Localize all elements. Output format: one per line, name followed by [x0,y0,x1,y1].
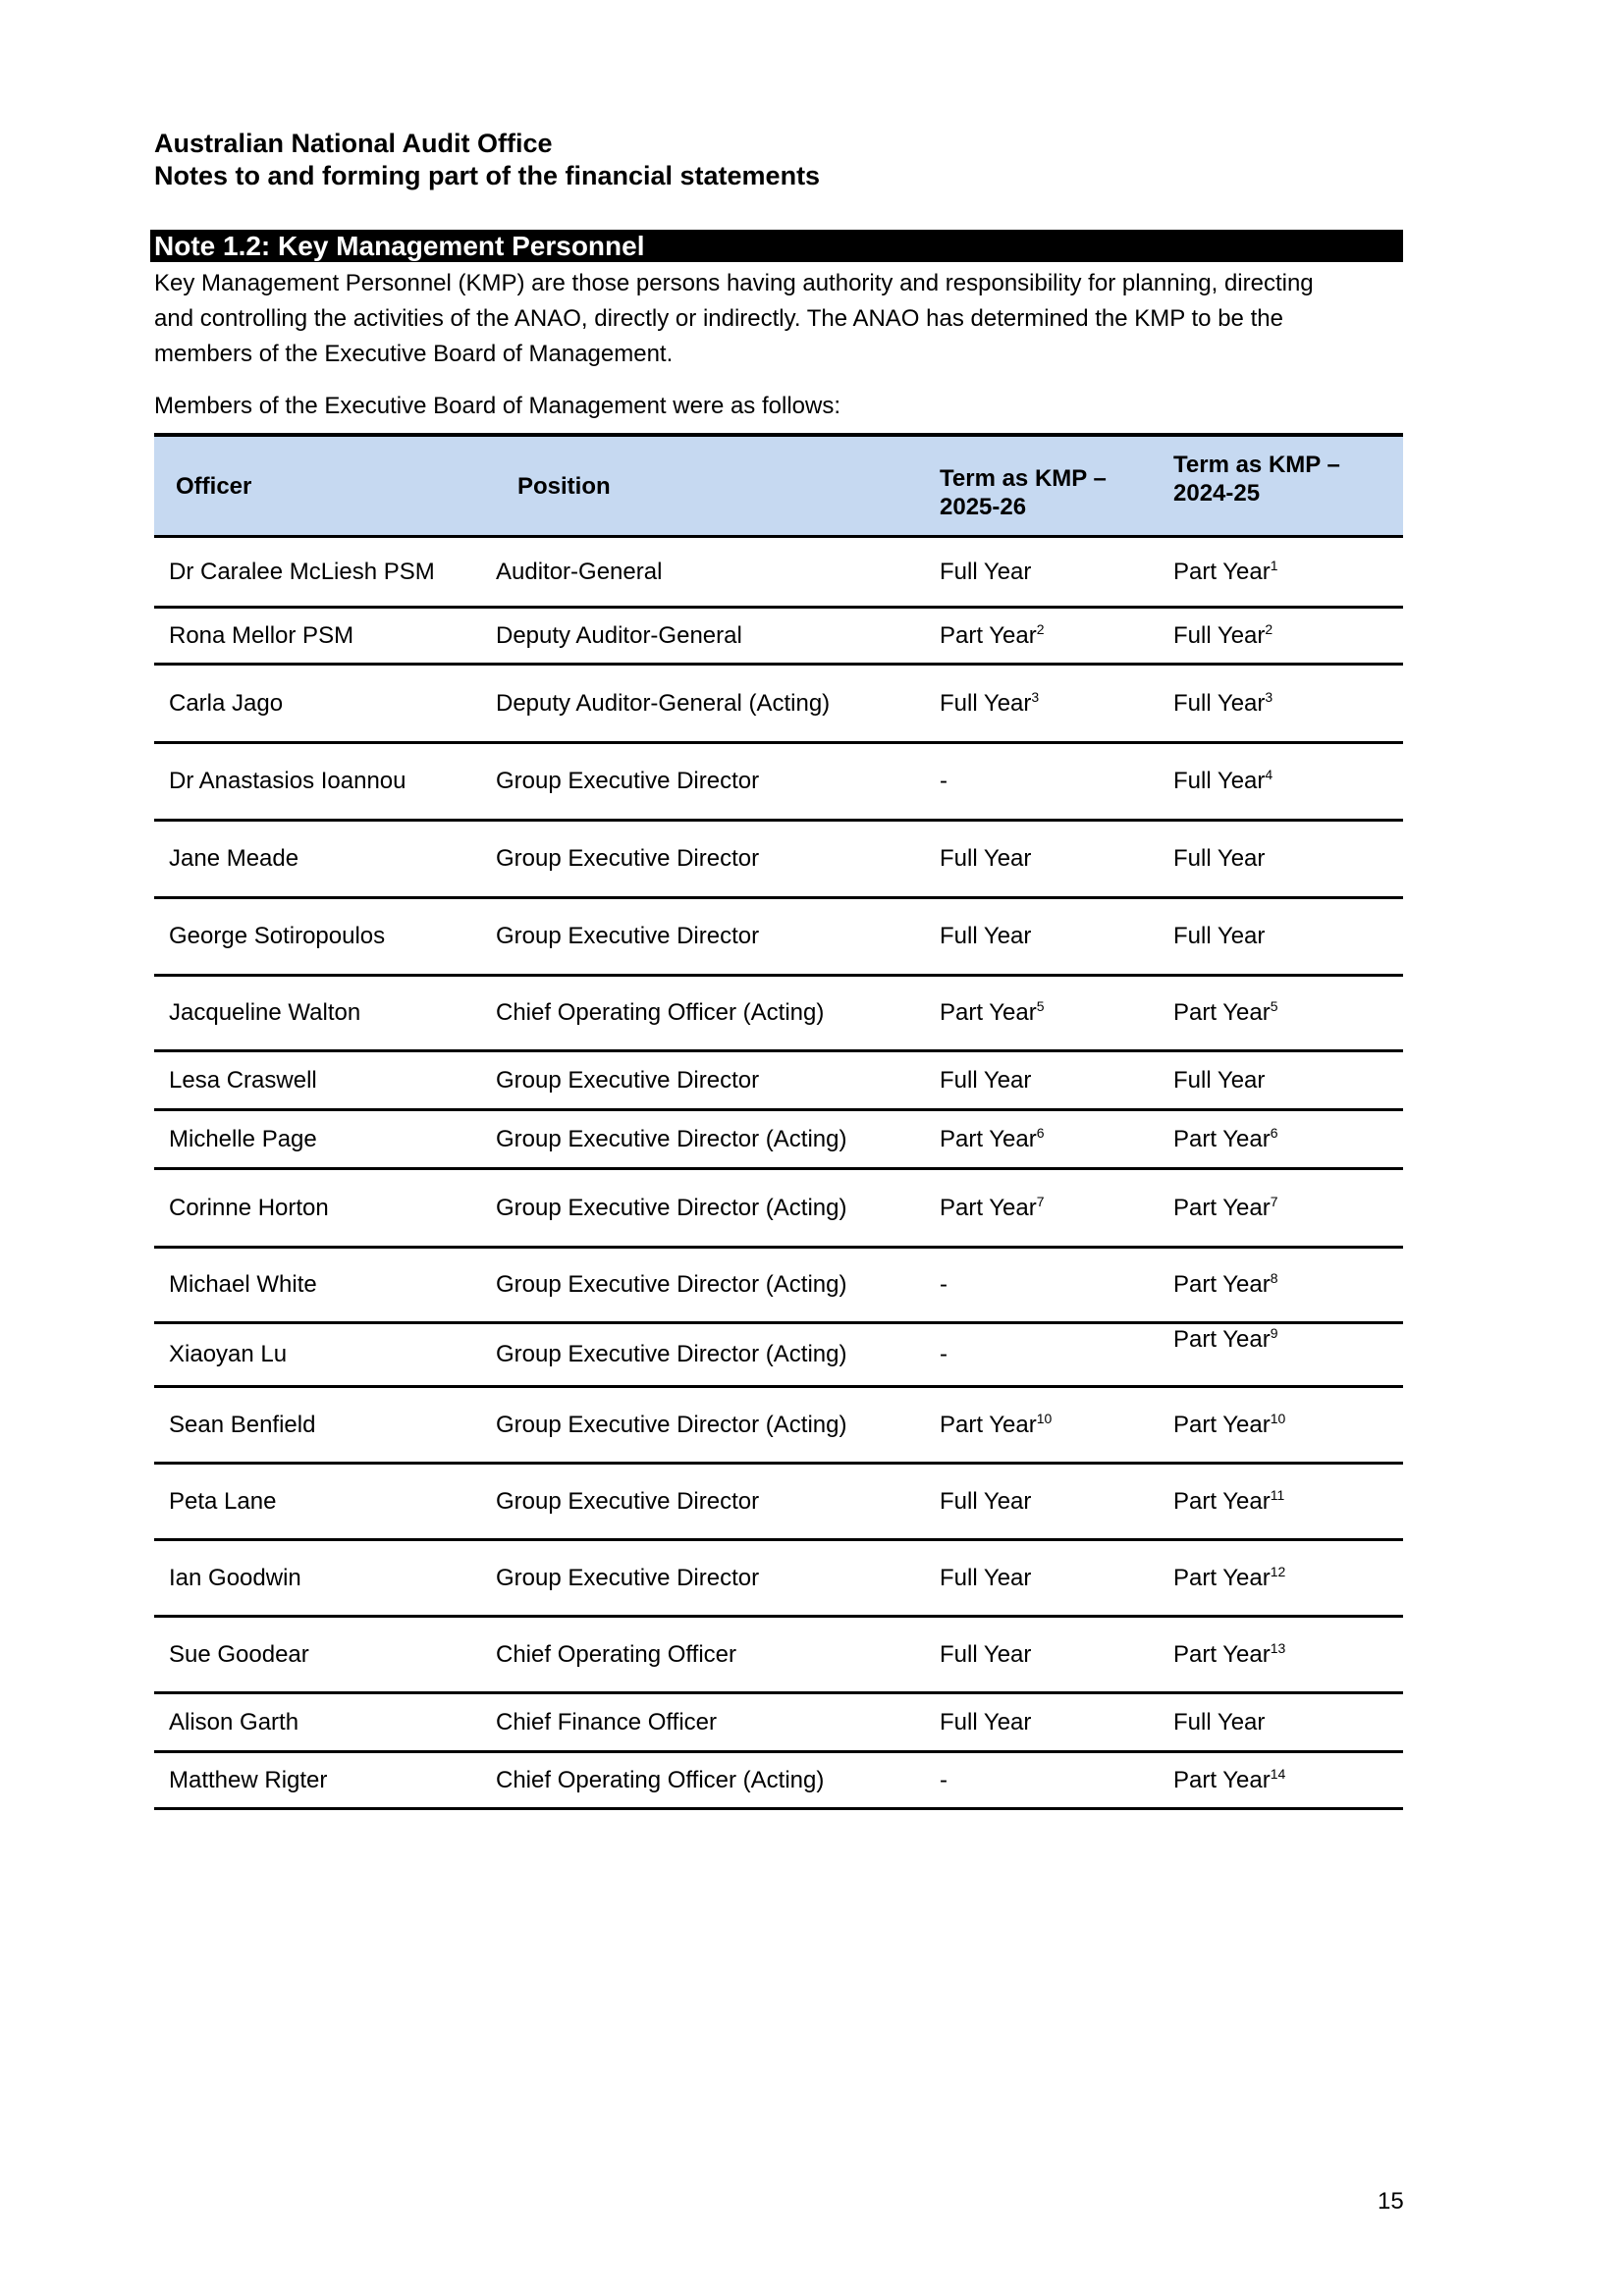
position-cell-text: Chief Operating Officer [496,1640,737,1668]
term-2024-25-cell [1173,1752,1403,1809]
officer-cell [154,1110,496,1169]
footnote-marker: 14 [1270,1765,1286,1782]
footnote-marker: 6 [1270,1124,1278,1141]
footnote-marker: 1 [1270,557,1278,573]
header-term-line: Term as KMP – [940,465,1107,492]
term-2024-25-cell-text: Part Year [1173,1487,1271,1515]
footnote-marker: 8 [1270,1270,1278,1286]
term-2024-25-cell [1173,665,1403,743]
officer-cell [154,1323,496,1387]
table-row [154,898,1403,976]
position-cell [496,1169,940,1248]
position-cell-text: Group Executive Director [496,1564,760,1591]
term-2025-26-cell [940,1464,1173,1540]
officer-cell-text: Jane Meade [169,845,299,872]
position-cell-text: Group Executive Director [496,1066,760,1094]
term-2025-26-cell-text: Part Year [940,1125,1037,1152]
officer-cell [154,743,496,821]
footnote-marker: 2 [1036,620,1045,637]
term-2025-26-cell-text: Full Year [940,1708,1032,1735]
officer-cell [154,1248,496,1323]
term-2024-25-cell-text: Part Year [1173,1326,1271,1353]
term-2024-25-cell-text: Part Year [1173,1194,1271,1221]
term-2025-26-cell-text: Full Year [940,923,1032,949]
term-2025-26-cell [940,1693,1173,1752]
officer-cell [154,1169,496,1248]
term-2024-25-cell [1173,1617,1403,1693]
term-2024-25-cell [1173,1693,1403,1752]
term-2024-25-cell [1173,821,1403,898]
table-row [154,608,1403,665]
footnote-marker: 5 [1270,998,1278,1014]
footnote-marker: 12 [1270,1563,1286,1579]
position-cell [496,743,940,821]
term-2025-26-cell [940,898,1173,976]
officer-cell [154,898,496,976]
term-2025-26-cell [940,1617,1173,1693]
position-cell [496,1617,940,1693]
footnote-marker: 10 [1270,1410,1286,1426]
footnote-marker: 4 [1265,767,1273,782]
position-cell [496,1323,940,1387]
officer-cell [154,608,496,665]
term-2024-25-cell-text: Full Year [1173,923,1266,949]
term-2024-25-cell-text: Full Year [1173,1066,1266,1094]
officer-cell [154,1752,496,1809]
term-2025-26-cell-text: Full Year [940,558,1032,585]
term-2025-26-cell-text: - [940,1341,947,1367]
intro-paragraph [154,266,1403,372]
term-2024-25-cell [1173,743,1403,821]
officer-cell [154,1464,496,1540]
term-2025-26-cell [940,608,1173,665]
term-2024-25-cell-text: Part Year [1173,1125,1271,1152]
term-2024-25-cell [1173,1387,1403,1464]
position-cell [496,1464,940,1540]
term-2025-26-cell-text: Part Year [940,1194,1037,1221]
table-row [154,1110,1403,1169]
term-2024-25-cell-text: Part Year [1173,1564,1271,1591]
table-row [154,1248,1403,1323]
term-2025-26-cell-text: - [940,1271,947,1298]
term-2024-25-cell [1173,1169,1403,1248]
term-2024-25-cell-text: Part Year [1173,1411,1271,1438]
term-2024-25-cell [1173,608,1403,665]
table-row [154,1169,1403,1248]
term-2025-26-cell [940,1110,1173,1169]
term-2024-25-cell [1173,1540,1403,1617]
table-header-row [154,435,1403,537]
term-2025-26-cell-text: Full Year [940,1066,1032,1094]
term-2024-25-cell [1173,537,1403,608]
officer-cell-text: Xiaoyan Lu [169,1341,288,1367]
term-2024-25-cell [1173,1110,1403,1169]
document-page [154,128,1403,1810]
intro-line: Key Management Personnel (KMP) are those persons having authority and responsibility for planning, directing [154,270,1314,296]
table-row [154,743,1403,821]
term-2025-26-cell [940,1169,1173,1248]
footnote-marker: 6 [1036,1124,1045,1141]
officer-cell-text: Alison Garth [169,1708,299,1735]
position-cell-text: Group Executive Director [496,845,760,872]
position-cell [496,1693,940,1752]
term-2025-26-cell [940,1540,1173,1617]
term-2025-26-cell-text: Part Year [940,999,1037,1026]
officer-cell-text: George Sotiropoulos [169,923,386,949]
position-cell [496,1248,940,1323]
footnote-marker: 9 [1270,1325,1278,1341]
table-row [154,821,1403,898]
term-2025-26-cell [940,1323,1173,1387]
position-cell [496,1110,940,1169]
term-2024-25-cell [1173,898,1403,976]
footnote-marker: 2 [1265,620,1273,637]
position-cell [496,976,940,1051]
term-2024-25-cell [1173,1464,1403,1540]
position-cell-text: Group Executive Director (Acting) [496,1341,847,1367]
footnote-marker: 3 [1265,688,1273,705]
position-cell-text: Chief Operating Officer (Acting) [496,1766,825,1793]
kmp-table [154,433,1403,1810]
header-term-2025-26 [940,435,1173,537]
officer-cell-text: Jacqueline Walton [169,999,361,1026]
officer-cell [154,1617,496,1693]
officer-cell [154,665,496,743]
note-heading: Note 1.2: Key Management Personnel [150,230,1403,262]
officer-cell [154,976,496,1051]
position-cell-text: Chief Operating Officer (Acting) [496,999,825,1026]
document-subtitle: Notes to and forming part of the financial statements [154,161,821,190]
officer-cell-text: Sean Benfield [169,1411,316,1438]
term-2024-25-cell-text: Part Year [1173,1640,1271,1668]
position-cell [496,665,940,743]
term-2025-26-cell [940,665,1173,743]
header-term-line: 2025-26 [940,494,1027,520]
page-number: 15 [1378,2188,1404,2215]
term-2024-25-cell [1173,1323,1403,1387]
term-2024-25-cell-text: Part Year [1173,558,1271,585]
position-cell-text: Group Executive Director [496,1487,760,1515]
term-2024-25-cell-text: Full Year [1173,768,1266,794]
officer-cell [154,1051,496,1110]
officer-cell-text: Michael White [169,1271,317,1298]
term-2025-26-cell [940,537,1173,608]
officer-cell-text: Dr Caralee McLiesh PSM [169,558,435,585]
position-cell-text: Auditor-General [496,558,663,585]
header-term-line: Term as KMP – [1173,452,1340,478]
position-cell [496,1387,940,1464]
officer-cell [154,1540,496,1617]
members-intro: Members of the Executive Board of Management were as follows: [154,393,840,419]
term-2024-25-cell [1173,1051,1403,1110]
position-cell [496,821,940,898]
term-2025-26-cell [940,1387,1173,1464]
table-row [154,1693,1403,1752]
officer-cell-text: Rona Mellor PSM [169,621,354,649]
term-2024-25-cell-text: Part Year [1173,1271,1271,1298]
officer-cell-text: Corinne Horton [169,1194,329,1221]
term-2024-25-cell [1173,1248,1403,1323]
table-row [154,976,1403,1051]
term-2025-26-cell-text: Full Year [940,1640,1032,1668]
officer-cell [154,1693,496,1752]
position-cell-text: Group Executive Director [496,923,760,949]
term-2024-25-cell-text: Full Year [1173,1708,1266,1735]
footnote-marker: 7 [1270,1193,1278,1209]
position-cell [496,537,940,608]
header-term-2024-25 [1173,435,1403,537]
footnote-marker: 7 [1036,1193,1045,1209]
officer-cell-text: Sue Goodear [169,1640,309,1668]
position-cell-text: Group Executive Director (Acting) [496,1411,847,1438]
term-2024-25-cell-text: Full Year [1173,689,1266,717]
footnote-marker: 11 [1270,1486,1285,1503]
header-term-line: 2024-25 [1173,480,1261,507]
position-cell-text: Deputy Auditor-General [496,621,742,649]
position-cell [496,608,940,665]
officer-cell-text: Matthew Rigter [169,1766,328,1793]
term-2024-25-cell [1173,976,1403,1051]
term-2025-26-cell-text: - [940,768,947,794]
term-2025-26-cell-text: Full Year [940,1564,1032,1591]
term-2025-26-cell [940,743,1173,821]
position-cell-text: Deputy Auditor-General (Acting) [496,689,831,717]
term-2024-25-cell-text: Full Year [1173,845,1266,872]
term-2025-26-cell-text: Part Year [940,621,1037,649]
term-2025-26-cell [940,976,1173,1051]
header-position: Position [496,435,940,537]
intro-line: and controlling the activities of the ANAO, directly or indirectly. The ANAO has determined the KMP to be the [154,305,1283,332]
position-cell-text: Group Executive Director (Acting) [496,1194,847,1221]
position-cell [496,1051,940,1110]
term-2024-25-cell-text: Part Year [1173,1766,1271,1793]
officer-cell-text: Dr Anastasios Ioannou [169,768,406,794]
term-2024-25-cell-text: Part Year [1173,999,1271,1026]
term-2025-26-cell-text: Full Year [940,845,1032,872]
header-officer: Officer [154,435,496,537]
position-cell [496,1540,940,1617]
table-row [154,1464,1403,1540]
term-2025-26-cell-text: Full Year [940,689,1032,717]
term-2025-26-cell-text: - [940,1766,947,1793]
footnote-marker: 3 [1031,688,1040,705]
position-cell-text: Group Executive Director (Acting) [496,1271,847,1298]
term-2025-26-cell [940,1752,1173,1809]
position-cell-text: Chief Finance Officer [496,1708,717,1735]
term-2025-26-cell [940,1248,1173,1323]
table-row [154,665,1403,743]
intro-line: members of the Executive Board of Management. [154,341,674,367]
officer-cell-text: Carla Jago [169,689,284,717]
officer-cell-text: Lesa Craswell [169,1066,317,1094]
table-body [154,537,1403,1809]
organisation-title: Australian National Audit Office [154,129,553,158]
footnote-marker: 13 [1270,1639,1286,1656]
table-row [154,1387,1403,1464]
table-row [154,1540,1403,1617]
position-cell [496,1752,940,1809]
term-2024-25-cell-text: Full Year [1173,621,1266,649]
footnote-marker: 10 [1036,1410,1053,1426]
footnote-marker: 5 [1036,998,1045,1014]
table-row [154,1617,1403,1693]
officer-cell [154,821,496,898]
officer-cell [154,537,496,608]
table-row [154,1051,1403,1110]
table-row [154,537,1403,608]
officer-cell-text: Peta Lane [169,1487,277,1515]
term-2025-26-cell-text: Part Year [940,1411,1037,1438]
term-2025-26-cell [940,821,1173,898]
officer-cell-text: Michelle Page [169,1125,317,1152]
term-2025-26-cell-text: Full Year [940,1487,1032,1515]
term-2025-26-cell [940,1051,1173,1110]
position-cell-text: Group Executive Director [496,768,760,794]
position-cell-text: Group Executive Director (Acting) [496,1125,847,1152]
table-row [154,1323,1403,1387]
officer-cell [154,1387,496,1464]
table-row [154,1752,1403,1809]
position-cell [496,898,940,976]
officer-cell-text: Ian Goodwin [169,1564,301,1591]
